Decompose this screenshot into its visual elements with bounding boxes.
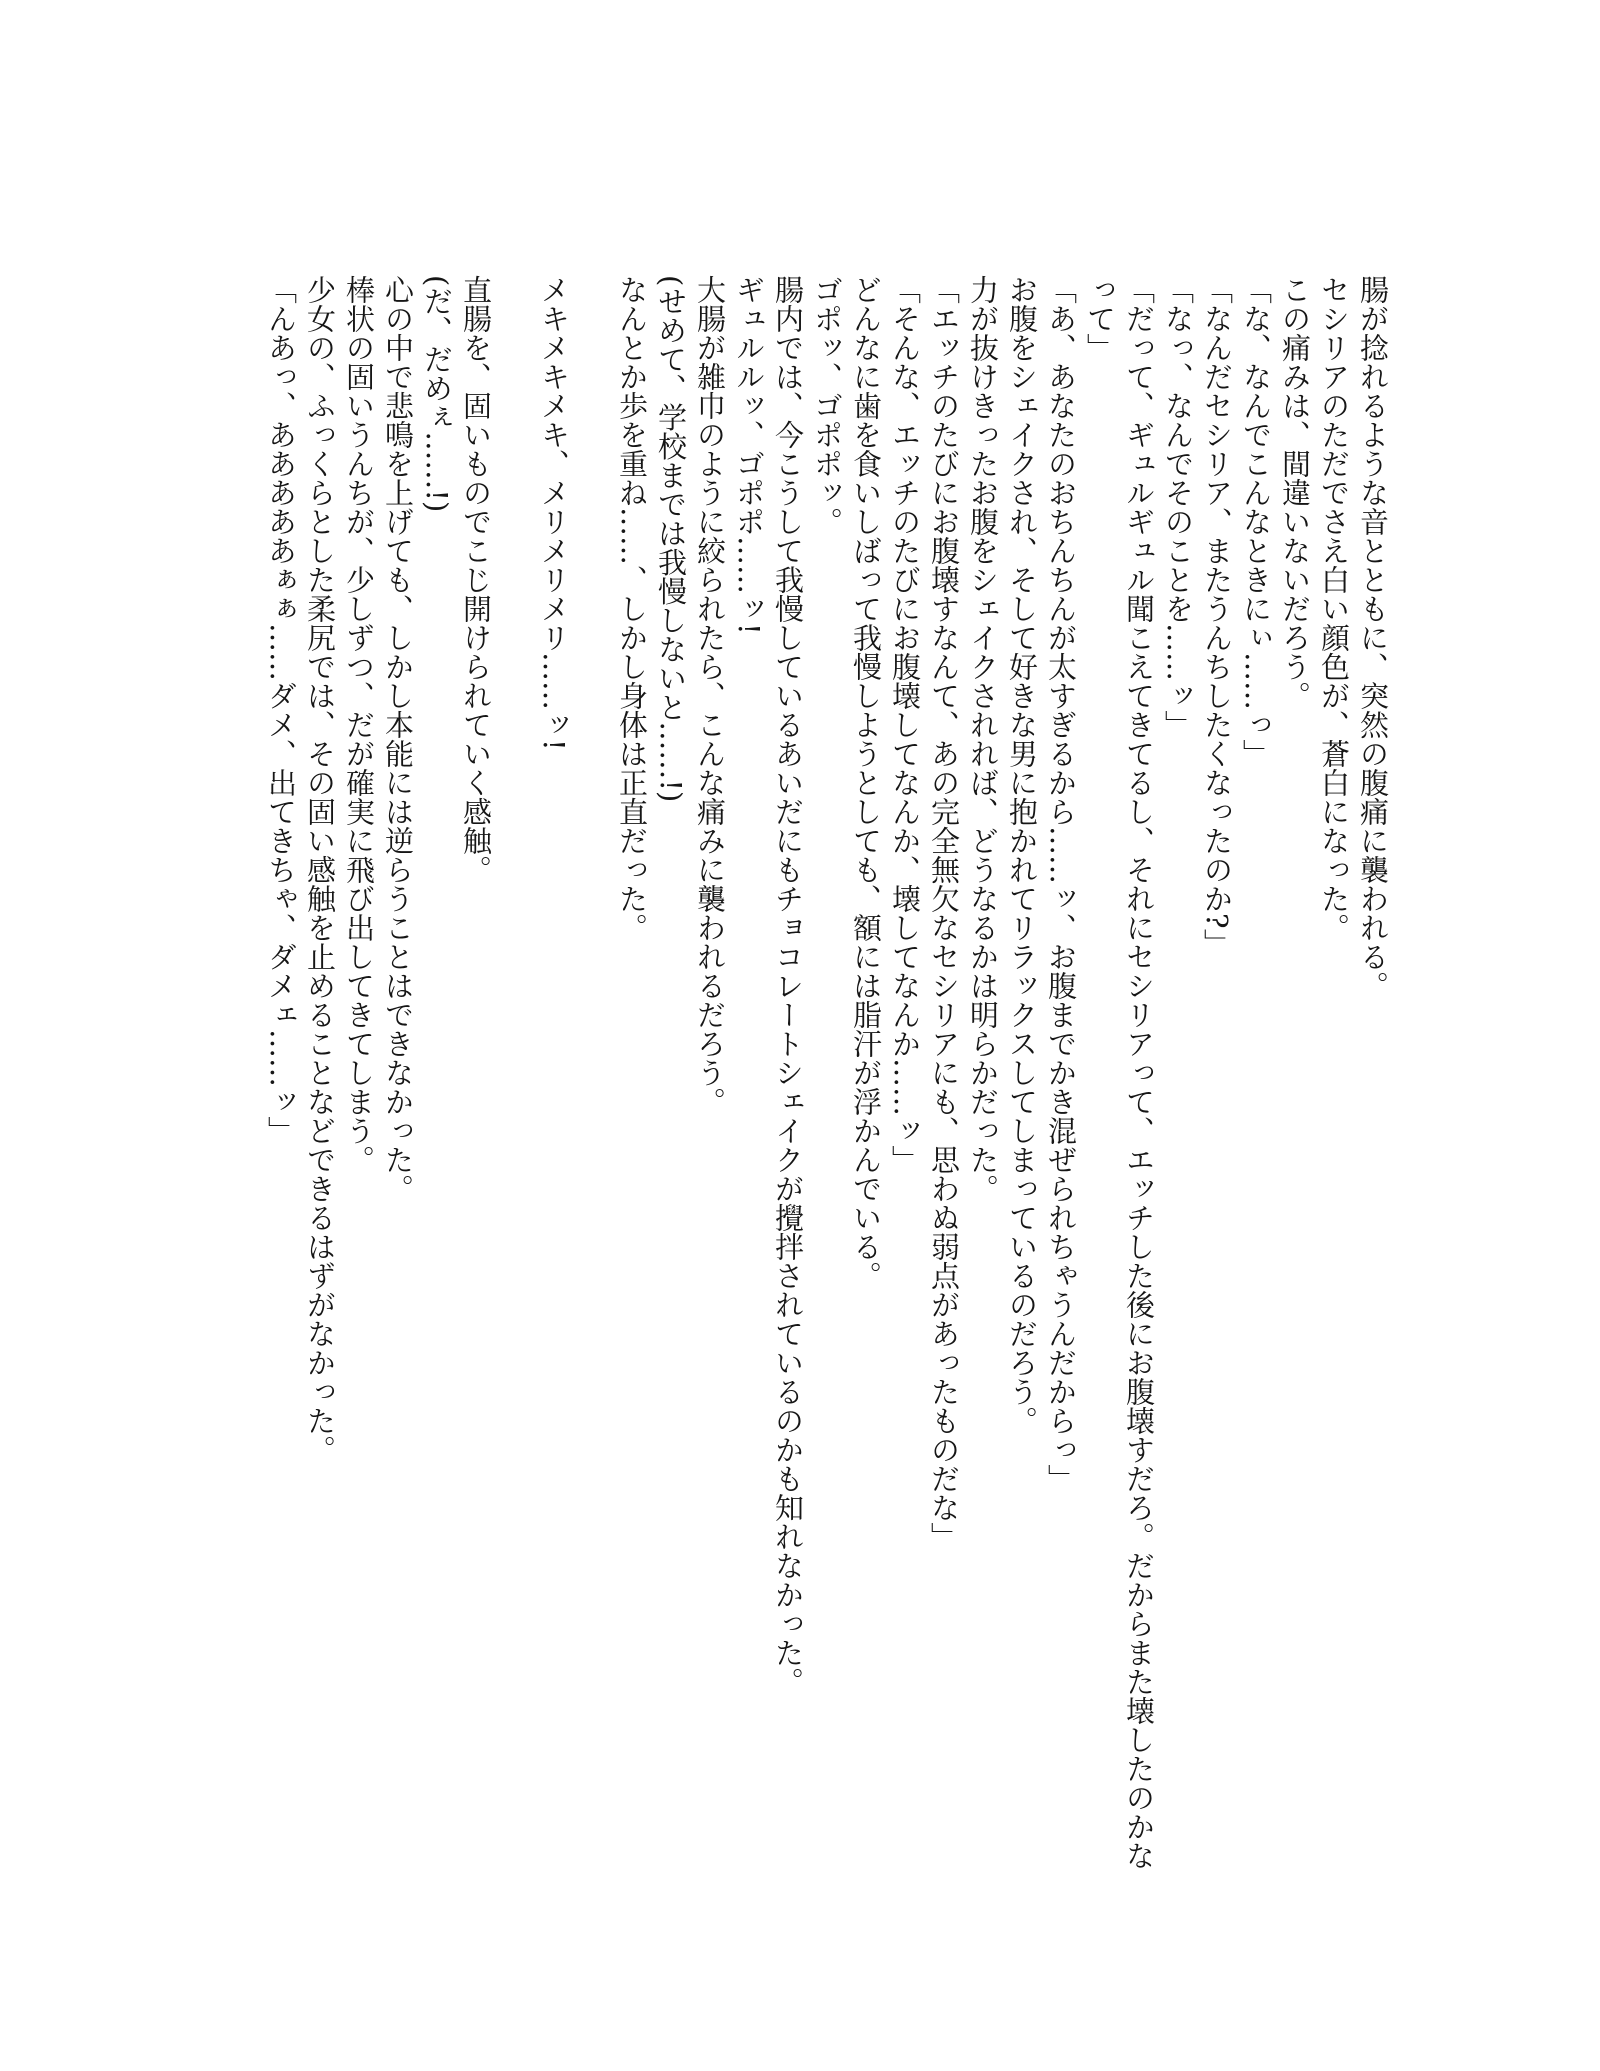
text-line: 腸内では、今こうして我慢しているあいだにもチョコレートシェイクが攪拌されているのかも知れなかった。 [771,275,805,1696]
blank-line [495,275,534,1915]
text-line: 直腸を、固いものでこじ開けられていく感触。 [459,275,493,884]
text-line: 少女の、ふっくらとした柔尻では、その固い感触を止めることなどできるはずがなかった。 [303,275,337,1464]
text-line: 「あ、あなたのおちんちんが太すぎるから……ッ、お腹までかき混ぜられちゃうんだからっ」 [1044,275,1078,1493]
text-line: 心の中で悲鳴を上げても、しかし本能には逆らうことはできなかった。 [381,275,415,1203]
text-line: メキメキメキ、メリメリメリ……ッ! [537,275,571,751]
text-line: って」 [1083,275,1117,362]
vertical-text-block [261,275,1392,1915]
text-line: 「だって、ギュルギュル聞こえてきてるし、それにセシリアって、エッチした後にお腹壊すだろ。だからまた壊したのかな [1122,275,1156,1870]
text-line: 「んあっ、あああああぁぁ……ダメ、出てきちゃ、ダメェ……ッ」 [264,275,298,1145]
text-line: 腸が捻れるような音とともに、突然の腹痛に襲われる。 [1356,275,1390,1000]
text-line: 「そんな、エッチのたびにお腹壊してなんか、壊してなんか……ッ」 [888,275,922,1174]
text-line: なんとか歩を重ね……、しかし身体は正直だった。 [615,275,649,942]
text-line: ゴポッ、ゴポポッ。 [810,275,844,536]
text-line: セシリアのただでさえ白い顔色が、蒼白になった。 [1317,275,1351,942]
text-line: 力が抜けきったお腹をシェイクされれば、どうなるかは明らかだった。 [966,275,1000,1203]
text-line: ギュルルッ、ゴポポ……ッ! [732,275,766,635]
text-line: お腹をシェイクされ、そして好きな男に抱かれてリラックスしてしまっているのだろう。 [1005,275,1039,1435]
text-line: 「な、なんでこんなときにぃ……っ」 [1239,275,1273,768]
text-line: (だ、だめぇ……!) [420,275,454,513]
text-line: 棒状の固いうんちが、少しずつ、だが確実に飛び出してきてしまう。 [342,275,376,1174]
text-line: 「なっ、なんでそのことを……ッ」 [1161,275,1195,739]
text-line: 「エッチのたびにお腹壊すなんて、あの完全無欠なセシリアにも、思わぬ弱点があったものだな」 [927,275,961,1551]
text-line: どんなに歯を食いしばって我慢しようとしても、額には脂汗が浮かんでいる。 [849,275,883,1290]
text-line: 大腸が雑巾のように絞られたら、こんな痛みに襲われるだろう。 [693,275,727,1116]
text-line: この痛みは、間違いないだろう。 [1278,275,1312,710]
text-line: 「なんだセシリア、またうんちしたくなったのか?」 [1200,275,1234,958]
text-line: (せめて、学校までは我慢しないと……!) [654,275,688,803]
blank-line [573,275,612,1915]
